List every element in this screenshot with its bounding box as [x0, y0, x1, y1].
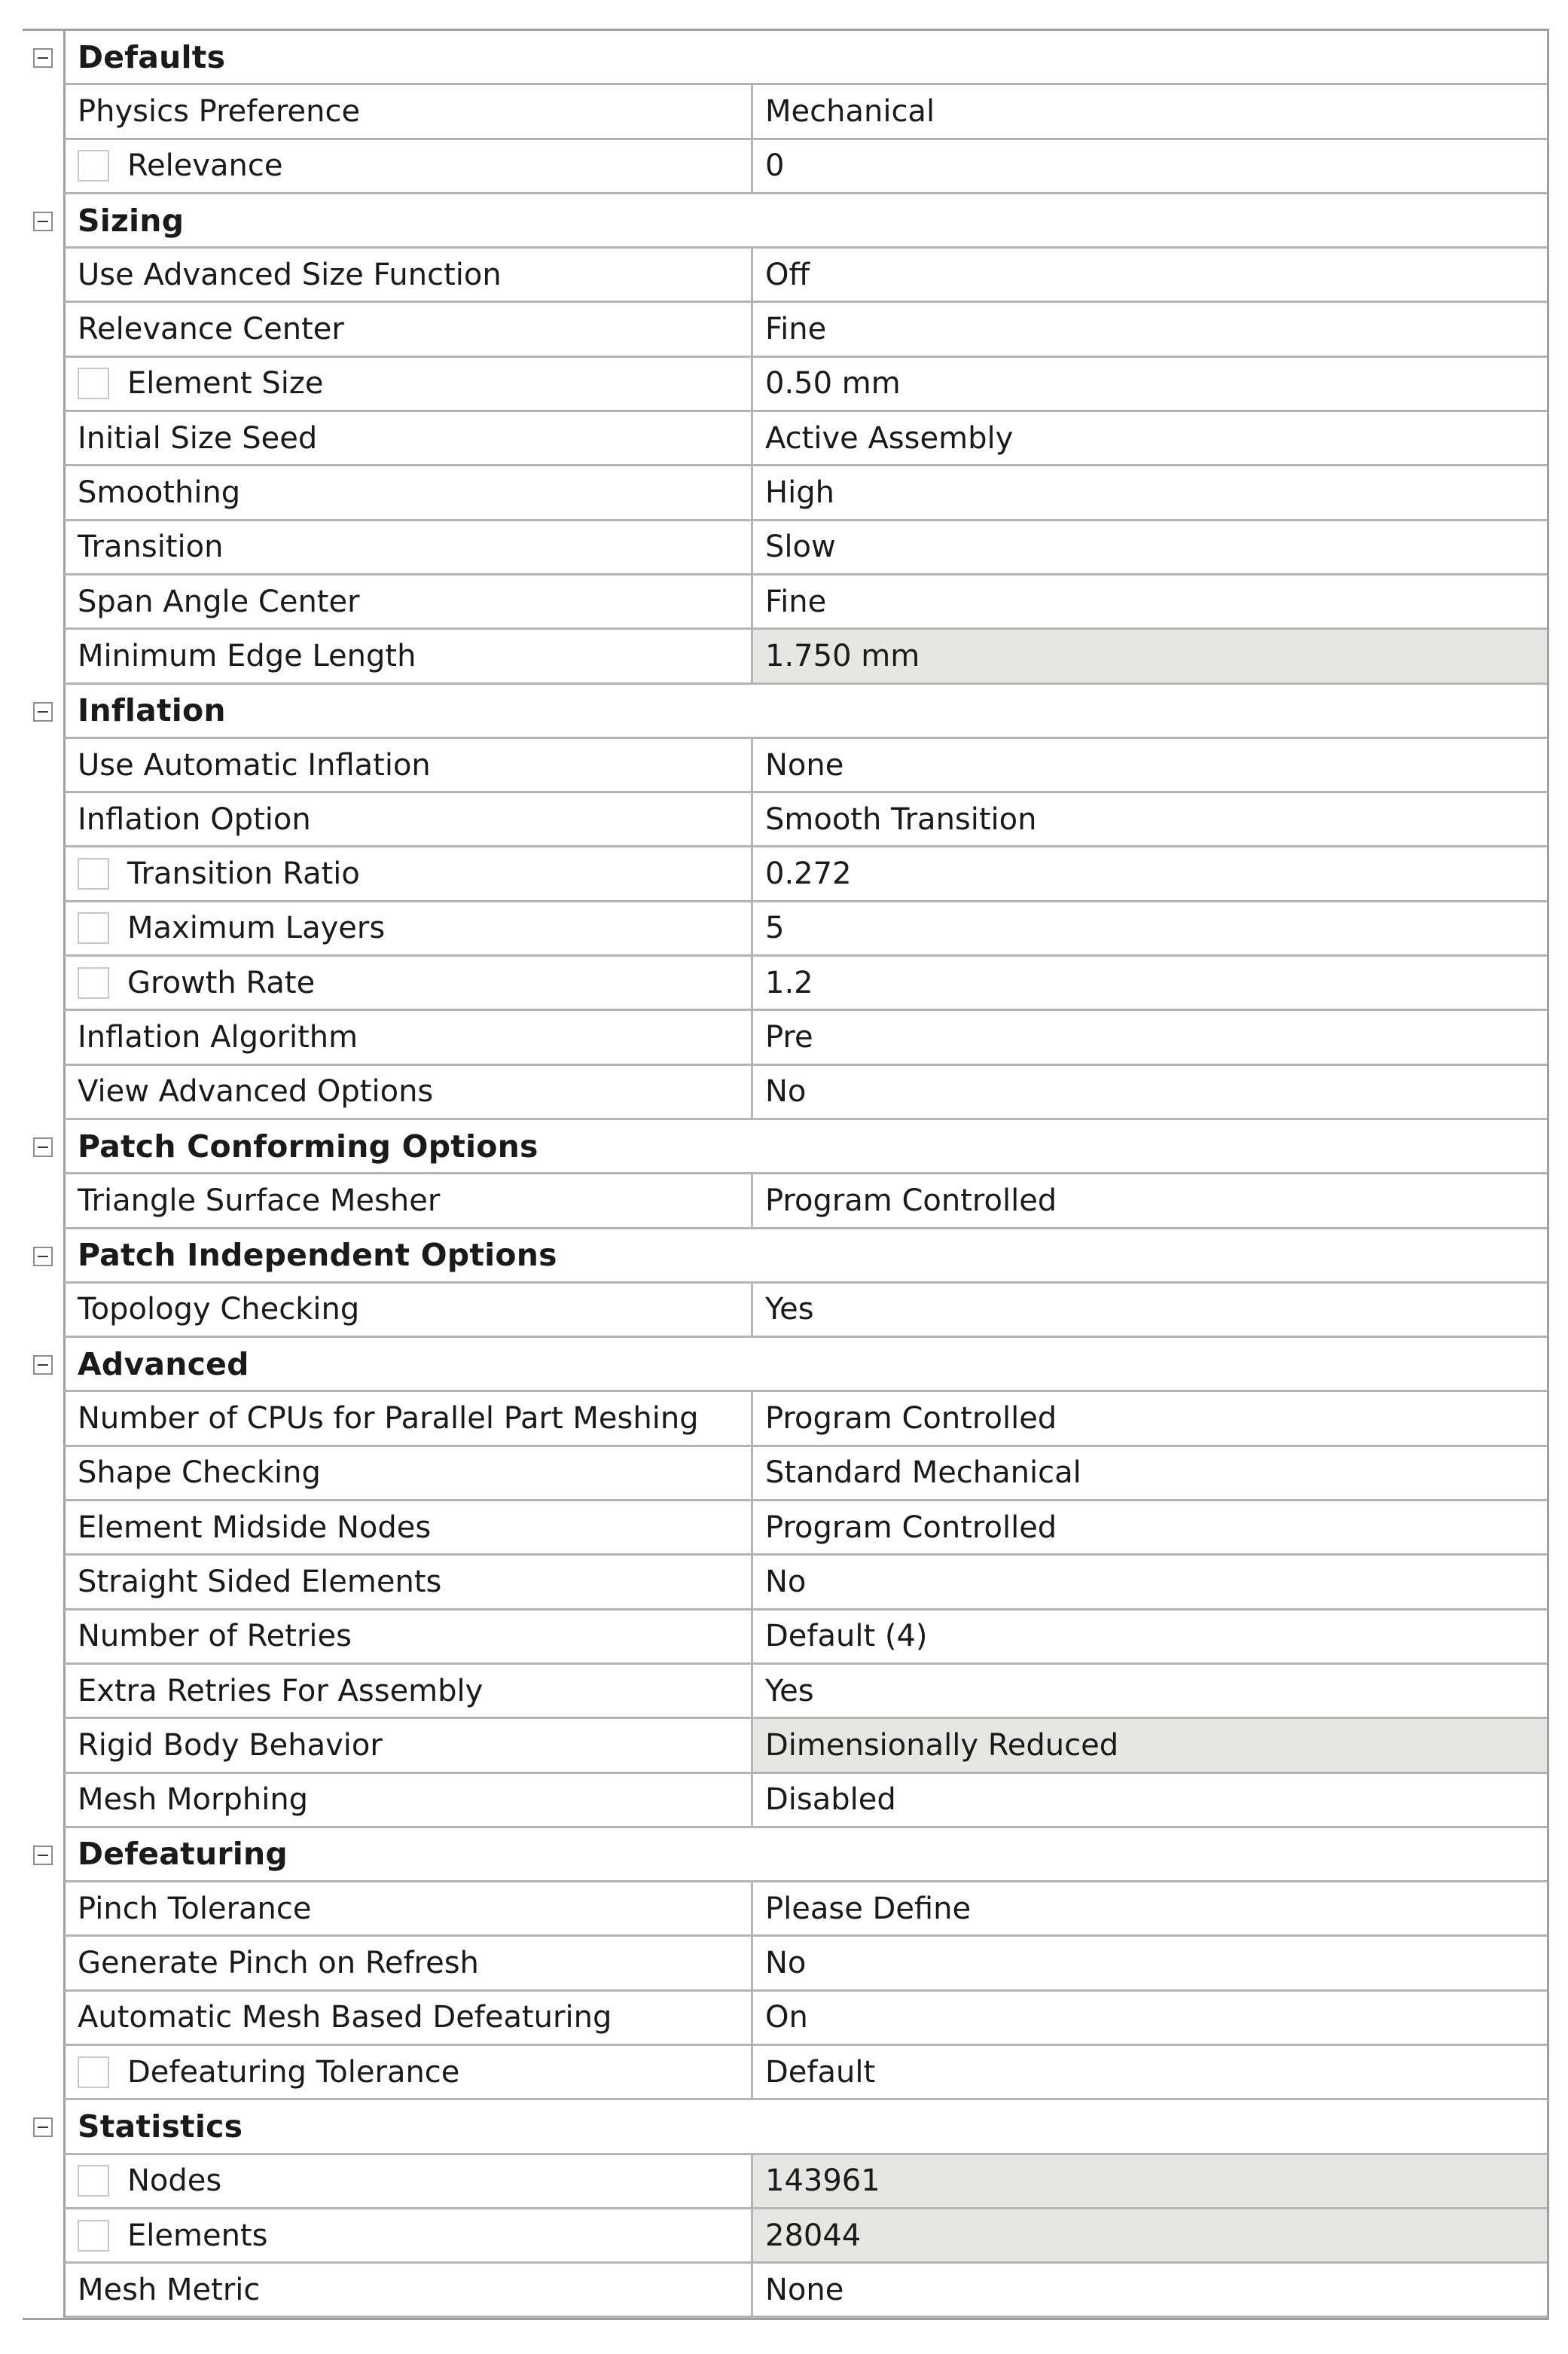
property-name-cell[interactable] — [63, 2155, 753, 2209]
property-name-cell[interactable] — [63, 739, 753, 793]
row-gutter — [23, 1992, 63, 2046]
property-row-nodes[interactable] — [23, 2155, 1547, 2209]
row-gutter — [23, 902, 63, 957]
property-name-cell[interactable] — [63, 1392, 753, 1446]
property-name-label: Element Midside Nodes — [78, 1510, 432, 1545]
property-row-element-size[interactable] — [23, 358, 1547, 412]
row-gutter — [23, 1882, 63, 1937]
property-name-cell[interactable] — [63, 1992, 753, 2046]
section-title: Inflation — [63, 685, 1547, 739]
property-row-use-advanced-size-function[interactable] — [23, 249, 1547, 303]
property-value-topology-checking[interactable]: Yes — [753, 1284, 1547, 1338]
property-name-label: Nodes — [127, 2163, 222, 2199]
property-row-extra-retries-for-assembly[interactable] — [23, 1665, 1547, 1719]
row-gutter — [23, 412, 63, 466]
property-name-label: Minimum Edge Length — [78, 638, 416, 673]
property-value-growth-rate[interactable]: 1.2 — [753, 957, 1547, 1011]
property-name-label: Rigid Body Behavior — [78, 1727, 383, 1763]
property-name-cell[interactable] — [63, 1611, 753, 1665]
property-value-shape-checking[interactable]: Standard Mechanical — [753, 1447, 1547, 1501]
section-toggle[interactable] — [23, 685, 63, 739]
row-gutter — [23, 1066, 63, 1120]
property-name-label: Inflation Algorithm — [78, 1019, 358, 1055]
property-value-mesh-morphing[interactable]: Disabled — [753, 1774, 1547, 1828]
property-row-use-automatic-inflation[interactable] — [23, 739, 1547, 793]
property-name-label: Use Automatic Inflation — [78, 747, 431, 783]
property-row-span-angle-center[interactable] — [23, 576, 1547, 630]
property-name-cell[interactable] — [63, 85, 753, 139]
property-value-mesh-metric[interactable]: None — [753, 2264, 1547, 2318]
property-name-cell[interactable] — [63, 1937, 753, 1991]
property-row-relevance-center[interactable] — [23, 303, 1547, 357]
section-title: Patch Conforming Options — [63, 1120, 1547, 1174]
property-row-transition[interactable] — [23, 521, 1547, 576]
property-name-label: Straight Sided Elements — [78, 1564, 442, 1599]
row-gutter — [23, 1665, 63, 1719]
property-row-elements[interactable] — [23, 2209, 1547, 2264]
section-title: Defeaturing — [63, 1828, 1547, 1882]
property-value-inflation-option[interactable]: Smooth Transition — [753, 793, 1547, 847]
section-header-defaults[interactable] — [23, 31, 1547, 85]
property-name-label: Transition Ratio — [127, 856, 360, 892]
section-toggle[interactable] — [23, 1229, 63, 1284]
property-name-cell[interactable] — [63, 249, 753, 303]
property-name-cell[interactable] — [63, 1447, 753, 1501]
property-name-cell[interactable] — [63, 303, 753, 357]
property-value-transition[interactable]: Slow — [753, 521, 1547, 576]
collapse-minus-icon[interactable] — [33, 1137, 53, 1157]
row-gutter — [23, 2264, 63, 2318]
property-name-label: Initial Size Seed — [78, 420, 318, 456]
row-gutter — [23, 140, 63, 194]
property-name-label: Inflation Option — [78, 801, 311, 837]
row-gutter — [23, 466, 63, 521]
property-name-cell[interactable] — [63, 2209, 753, 2264]
property-value-element-midside-nodes[interactable]: Program Controlled — [753, 1501, 1547, 1556]
section-toggle[interactable] — [23, 1120, 63, 1174]
parameter-checkbox[interactable] — [78, 912, 109, 944]
property-name-label: Generate Pinch on Refresh — [78, 1946, 479, 1981]
property-value-inflation-algorithm[interactable]: Pre — [753, 1011, 1547, 1065]
property-name-label: Elements — [127, 2218, 268, 2253]
property-name-cell[interactable] — [63, 521, 753, 576]
section-header-patch-independent-options[interactable] — [23, 1229, 1547, 1284]
property-row-physics-preference[interactable] — [23, 85, 1547, 139]
property-value-view-advanced-options[interactable]: No — [753, 1066, 1547, 1120]
property-value-initial-size-seed[interactable]: Active Assembly — [753, 412, 1547, 466]
row-gutter — [23, 1774, 63, 1828]
section-header-statistics[interactable] — [23, 2100, 1547, 2154]
section-toggle[interactable] — [23, 194, 63, 249]
property-row-number-of-cpus-for-parallel-part-meshing[interactable] — [23, 1392, 1547, 1446]
property-name-label: Mesh Morphing — [78, 1782, 309, 1818]
property-name-label: Maximum Layers — [127, 911, 386, 946]
collapse-minus-icon[interactable] — [33, 212, 53, 231]
row-gutter — [23, 957, 63, 1011]
property-value-pinch-tolerance[interactable]: Please Define — [753, 1882, 1547, 1937]
row-gutter — [23, 739, 63, 793]
property-name-cell[interactable] — [63, 140, 753, 194]
row-gutter — [23, 85, 63, 139]
row-gutter — [23, 630, 63, 684]
property-value-automatic-mesh-based-defeaturing[interactable]: On — [753, 1992, 1547, 2046]
row-gutter — [23, 576, 63, 630]
property-name-cell[interactable] — [63, 1174, 753, 1229]
row-gutter — [23, 521, 63, 576]
property-row-maximum-layers[interactable] — [23, 902, 1547, 957]
property-name-label: Relevance Center — [78, 312, 344, 347]
property-name-cell[interactable] — [63, 1556, 753, 1610]
property-row-smoothing[interactable] — [23, 466, 1547, 521]
property-row-automatic-mesh-based-defeaturing[interactable] — [23, 1992, 1547, 2046]
collapse-minus-icon[interactable] — [33, 1355, 53, 1375]
property-name-label: Topology Checking — [78, 1292, 360, 1327]
property-value-number-of-retries[interactable]: Default (4) — [753, 1611, 1547, 1665]
section-title: Defaults — [63, 31, 1547, 85]
section-toggle[interactable] — [23, 31, 63, 85]
property-name-label: Extra Retries For Assembly — [78, 1673, 484, 1708]
property-row-straight-sided-elements[interactable] — [23, 1556, 1547, 1610]
property-row-mesh-metric[interactable] — [23, 2264, 1547, 2318]
property-row-element-midside-nodes[interactable] — [23, 1501, 1547, 1556]
property-name-label: Physics Preference — [78, 93, 361, 129]
section-toggle[interactable] — [23, 1828, 63, 1882]
property-value-relevance[interactable]: 0 — [753, 140, 1547, 194]
row-gutter — [23, 2209, 63, 2264]
property-row-pinch-tolerance[interactable] — [23, 1882, 1547, 1937]
row-gutter — [23, 1719, 63, 1773]
property-name-cell[interactable] — [63, 1501, 753, 1556]
property-row-minimum-edge-length[interactable] — [23, 630, 1547, 684]
property-value-rigid-body-behavior: Dimensionally Reduced — [753, 1719, 1547, 1773]
collapse-minus-icon[interactable] — [33, 1846, 53, 1865]
row-gutter — [23, 303, 63, 357]
collapse-minus-icon[interactable] — [33, 1247, 53, 1266]
row-gutter — [23, 847, 63, 902]
property-value-use-advanced-size-function[interactable]: Off — [753, 249, 1547, 303]
property-value-extra-retries-for-assembly[interactable]: Yes — [753, 1665, 1547, 1719]
property-name-label: View Advanced Options — [78, 1074, 434, 1110]
property-value-relevance-center[interactable]: Fine — [753, 303, 1547, 357]
section-title: Advanced — [63, 1338, 1547, 1392]
row-gutter — [23, 1174, 63, 1229]
property-name-label: Number of CPUs for Parallel Part Meshing — [78, 1401, 699, 1437]
property-value-maximum-layers[interactable]: 5 — [753, 902, 1547, 957]
property-value-generate-pinch-on-refresh[interactable]: No — [753, 1937, 1547, 1991]
property-name-cell[interactable] — [63, 630, 753, 684]
row-gutter — [23, 1392, 63, 1446]
property-value-triangle-surface-mesher[interactable]: Program Controlled — [753, 1174, 1547, 1229]
property-name-label: Mesh Metric — [78, 2272, 261, 2307]
property-value-smoothing[interactable]: High — [753, 466, 1547, 521]
section-header-patch-conforming-options[interactable] — [23, 1120, 1547, 1174]
property-row-inflation-option[interactable] — [23, 793, 1547, 847]
property-name-label: Pinch Tolerance — [78, 1891, 312, 1926]
property-value-nodes: 143961 — [753, 2155, 1547, 2209]
property-name-label: Defeaturing Tolerance — [127, 2054, 460, 2090]
property-name-cell[interactable] — [63, 793, 753, 847]
property-value-minimum-edge-length: 1.750 mm — [753, 630, 1547, 684]
property-row-relevance[interactable] — [23, 140, 1547, 194]
property-name-cell[interactable] — [63, 1882, 753, 1937]
property-name-label: Relevance — [127, 148, 283, 184]
property-name-label: Element Size — [127, 366, 324, 401]
parameter-checkbox[interactable] — [78, 150, 109, 182]
property-name-label: Number of Retries — [78, 1619, 352, 1654]
collapse-minus-icon[interactable] — [33, 2117, 53, 2137]
property-row-rigid-body-behavior[interactable] — [23, 1719, 1547, 1773]
property-name-cell[interactable] — [63, 1719, 753, 1773]
parameter-checkbox[interactable] — [78, 2220, 109, 2252]
row-gutter — [23, 2046, 63, 2100]
row-gutter — [23, 793, 63, 847]
collapse-minus-icon[interactable] — [33, 48, 53, 68]
parameter-checkbox[interactable] — [78, 2056, 109, 2088]
row-gutter — [23, 1556, 63, 1610]
section-header-sizing[interactable] — [23, 194, 1547, 249]
property-row-triangle-surface-mesher[interactable] — [23, 1174, 1547, 1229]
section-header-inflation[interactable] — [23, 685, 1547, 739]
property-row-inflation-algorithm[interactable] — [23, 1011, 1547, 1065]
property-name-cell[interactable] — [63, 1066, 753, 1120]
property-name-label: Smoothing — [78, 475, 241, 511]
property-name-cell[interactable] — [63, 847, 753, 902]
property-row-topology-checking[interactable] — [23, 1284, 1547, 1338]
row-gutter — [23, 1447, 63, 1501]
property-name-cell[interactable] — [63, 957, 753, 1011]
row-gutter — [23, 1501, 63, 1556]
property-row-growth-rate[interactable] — [23, 957, 1547, 1011]
property-value-elements: 28044 — [753, 2209, 1547, 2264]
property-name-label: Growth Rate — [127, 965, 316, 1000]
property-row-number-of-retries[interactable] — [23, 1611, 1547, 1665]
property-row-view-advanced-options[interactable] — [23, 1066, 1547, 1120]
property-row-transition-ratio[interactable] — [23, 847, 1547, 902]
row-gutter — [23, 1611, 63, 1665]
property-row-shape-checking[interactable] — [23, 1447, 1547, 1501]
property-value-transition-ratio[interactable]: 0.272 — [753, 847, 1547, 902]
property-name-cell[interactable] — [63, 902, 753, 957]
property-name-cell[interactable] — [63, 1774, 753, 1828]
property-name-cell[interactable] — [63, 2046, 753, 2100]
property-name-cell[interactable] — [63, 358, 753, 412]
row-gutter — [23, 1284, 63, 1338]
property-value-element-size[interactable]: 0.50 mm — [753, 358, 1547, 412]
parameter-checkbox[interactable] — [78, 858, 109, 890]
row-gutter — [23, 1011, 63, 1065]
property-row-defeaturing-tolerance[interactable] — [23, 2046, 1547, 2100]
section-title: Sizing — [63, 194, 1547, 249]
property-value-physics-preference[interactable]: Mechanical — [753, 85, 1547, 139]
parameter-checkbox[interactable] — [78, 2165, 109, 2197]
property-row-initial-size-seed[interactable] — [23, 412, 1547, 466]
section-header-advanced[interactable] — [23, 1338, 1547, 1392]
property-name-cell[interactable] — [63, 576, 753, 630]
property-name-cell[interactable] — [63, 412, 753, 466]
property-value-number-of-cpus-for-parallel-part-meshing[interactable]: Program Controlled — [753, 1392, 1547, 1446]
section-toggle[interactable] — [23, 1338, 63, 1392]
property-name-cell[interactable] — [63, 1011, 753, 1065]
property-value-straight-sided-elements[interactable]: No — [753, 1556, 1547, 1610]
property-name-label: Use Advanced Size Function — [78, 257, 502, 292]
property-name-label: Shape Checking — [78, 1455, 321, 1491]
property-name-label: Span Angle Center — [78, 584, 360, 619]
property-name-label: Triangle Surface Mesher — [78, 1183, 441, 1218]
property-value-span-angle-center[interactable]: Fine — [753, 576, 1547, 630]
row-gutter — [23, 1937, 63, 1991]
section-toggle[interactable] — [23, 2100, 63, 2154]
section-header-defeaturing[interactable] — [23, 1828, 1547, 1882]
property-name-cell[interactable] — [63, 2264, 753, 2318]
property-value-defeaturing-tolerance[interactable]: Default — [753, 2046, 1547, 2100]
property-name-cell[interactable] — [63, 1665, 753, 1719]
property-value-use-automatic-inflation[interactable]: None — [753, 739, 1547, 793]
row-gutter — [23, 358, 63, 412]
section-title: Statistics — [63, 2100, 1547, 2154]
property-row-mesh-morphing[interactable] — [23, 1774, 1547, 1828]
row-gutter — [23, 249, 63, 303]
property-name-label: Automatic Mesh Based Defeaturing — [78, 2000, 612, 2035]
collapse-minus-icon[interactable] — [33, 702, 53, 722]
mesh-details-property-grid — [23, 29, 1549, 2320]
property-name-cell[interactable] — [63, 466, 753, 521]
parameter-checkbox[interactable] — [78, 967, 109, 999]
row-gutter — [23, 2155, 63, 2209]
property-row-generate-pinch-on-refresh[interactable] — [23, 1937, 1547, 1991]
property-name-label: Transition — [78, 530, 224, 565]
property-name-cell[interactable] — [63, 1284, 753, 1338]
parameter-checkbox[interactable] — [78, 368, 109, 399]
section-title: Patch Independent Options — [63, 1229, 1547, 1284]
